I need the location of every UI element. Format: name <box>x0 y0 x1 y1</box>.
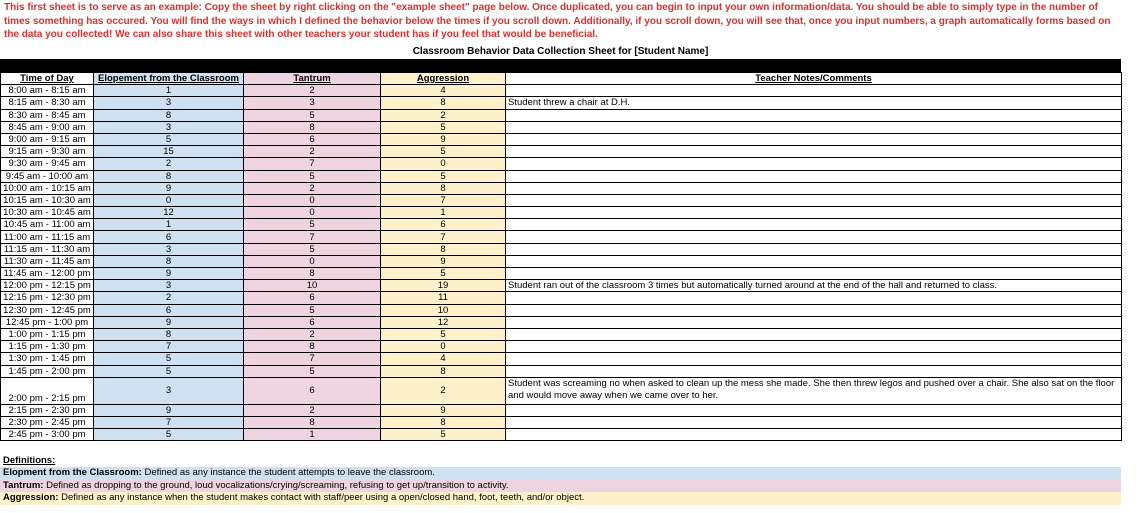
notes-cell[interactable] <box>506 133 1122 145</box>
time-cell[interactable]: 11:30 am - 11:45 am <box>1 255 94 267</box>
table-row <box>1 416 1122 428</box>
notes-cell[interactable] <box>506 416 1122 428</box>
time-cell[interactable]: 1:15 pm - 1:30 pm <box>1 341 94 353</box>
tantrum-cell[interactable]: 5 <box>244 304 381 316</box>
elopement-cell[interactable]: 3 <box>94 243 244 255</box>
notes-cell[interactable] <box>506 268 1122 280</box>
notes-cell[interactable] <box>506 121 1122 133</box>
table-row <box>1 280 1122 292</box>
definitions-section <box>0 455 1121 505</box>
tantrum-cell[interactable]: 6 <box>244 133 381 145</box>
table-body <box>1 85 1122 441</box>
time-cell[interactable]: 9:00 am - 9:15 am <box>1 133 94 145</box>
tantrum-cell[interactable]: 2 <box>244 404 381 416</box>
intro-instructions: This first sheet is to serve as an example: Copy the sheet by right clicking on the "example sheet" page below. Once duplicated, you can begin to input your own information/data. You should be able to simply type in the number of times something has occured. You will find the ways in which I defined the behavior below the times if you scroll down. Additionally, if you scroll down, you will see that, once you input numbers, a graph automatically forms based on the data you collected! We can also share this sheet with other teachers your student has if you feel that would be beneficial. <box>4 2 1111 40</box>
notes-cell[interactable] <box>506 341 1122 353</box>
table-row <box>1 146 1122 158</box>
sheet-title[interactable]: Classroom Behavior Data Collection Sheet for [Student Name] <box>412 46 709 57</box>
aggression-cell[interactable]: 9 <box>381 255 506 267</box>
aggression-cell[interactable]: 8 <box>381 182 506 194</box>
elopement-cell[interactable]: 8 <box>94 109 244 121</box>
notes-cell[interactable] <box>506 353 1122 365</box>
aggression-cell[interactable]: 8 <box>381 416 506 428</box>
elopement-cell[interactable]: 6 <box>94 304 244 316</box>
table-row <box>1 365 1122 377</box>
time-cell[interactable]: 12:00 pm - 12:15 pm <box>1 280 94 292</box>
aggression-cell[interactable]: 0 <box>381 341 506 353</box>
tantrum-cell[interactable]: 8 <box>244 121 381 133</box>
notes-cell[interactable] <box>506 404 1122 416</box>
table-row <box>1 341 1122 353</box>
header-divider-bar <box>0 59 1121 72</box>
table-row <box>1 304 1122 316</box>
notes-cell[interactable] <box>506 292 1122 304</box>
behavior-data-table <box>0 72 1122 441</box>
definition-aggression-text: Defined as any instance when the student makes contact with staff/peer using a open/closed hand, foot, teeth, and/or object. <box>58 492 585 503</box>
table-row <box>1 268 1122 280</box>
table-row <box>1 404 1122 416</box>
table-row <box>1 377 1122 404</box>
time-cell[interactable]: 10:15 am - 10:30 am <box>1 194 94 206</box>
definition-elopement-term: Elopment from the Classroom: <box>3 467 142 478</box>
table-row <box>1 207 1122 219</box>
tantrum-cell[interactable]: 7 <box>244 231 381 243</box>
notes-cell[interactable] <box>506 158 1122 170</box>
table-row <box>1 353 1122 365</box>
aggression-cell[interactable]: 10 <box>381 304 506 316</box>
notes-cell[interactable] <box>506 109 1122 121</box>
table-header-row <box>1 73 1122 85</box>
time-cell[interactable]: 9:45 am - 10:00 am <box>1 170 94 182</box>
notes-cell[interactable] <box>506 243 1122 255</box>
aggression-cell[interactable]: 4 <box>381 85 506 97</box>
notes-cell[interactable] <box>506 170 1122 182</box>
aggression-cell[interactable]: 2 <box>381 109 506 121</box>
notes-cell[interactable] <box>506 85 1122 97</box>
time-cell[interactable]: 8:00 am - 8:15 am <box>1 85 94 97</box>
elopement-cell[interactable]: 6 <box>94 231 244 243</box>
tantrum-cell[interactable]: 6 <box>244 377 381 404</box>
table-row <box>1 170 1122 182</box>
aggression-cell[interactable]: 11 <box>381 292 506 304</box>
time-cell[interactable]: 8:45 am - 9:00 am <box>1 121 94 133</box>
aggression-cell[interactable]: 9 <box>381 404 506 416</box>
definition-tantrum[interactable] <box>0 480 1121 493</box>
notes-cell[interactable] <box>506 194 1122 206</box>
column-header-time[interactable]: Time of Day <box>1 73 94 85</box>
elopement-cell[interactable]: 12 <box>94 207 244 219</box>
elopement-cell[interactable]: 0 <box>94 194 244 206</box>
time-cell[interactable]: 12:15 pm - 12:30 pm <box>1 292 94 304</box>
aggression-cell[interactable]: 8 <box>381 365 506 377</box>
elopement-cell[interactable]: 5 <box>94 133 244 145</box>
notes-cell[interactable] <box>506 328 1122 340</box>
elopement-cell[interactable]: 9 <box>94 182 244 194</box>
elopement-cell[interactable]: 5 <box>94 353 244 365</box>
definition-aggression-term: Aggression: <box>3 492 59 503</box>
table-row <box>1 316 1122 328</box>
elopement-cell[interactable]: 1 <box>94 85 244 97</box>
column-header-aggression[interactable]: Aggression <box>381 73 506 85</box>
elopement-cell[interactable]: 5 <box>94 429 244 441</box>
elopement-cell[interactable]: 9 <box>94 404 244 416</box>
table-row <box>1 85 1122 97</box>
column-header-tantrum[interactable]: Tantrum <box>244 73 381 85</box>
tantrum-cell[interactable]: 8 <box>244 268 381 280</box>
notes-cell[interactable] <box>506 219 1122 231</box>
elopement-cell[interactable]: 7 <box>94 416 244 428</box>
time-cell[interactable]: 11:00 am - 11:15 am <box>1 231 94 243</box>
column-header-notes[interactable]: Teacher Notes/Comments <box>506 73 1122 85</box>
time-cell[interactable]: 8:15 am - 8:30 am <box>1 97 94 109</box>
tantrum-cell[interactable]: 7 <box>244 158 381 170</box>
tantrum-cell[interactable]: 0 <box>244 207 381 219</box>
time-cell[interactable]: 2:45 pm - 3:00 pm <box>1 429 94 441</box>
tantrum-cell[interactable]: 7 <box>244 353 381 365</box>
time-cell[interactable]: 2:00 pm - 2:15 pm <box>1 377 94 404</box>
table-row <box>1 292 1122 304</box>
elopement-cell[interactable]: 3 <box>94 280 244 292</box>
table-row <box>1 182 1122 194</box>
aggression-cell[interactable]: 6 <box>381 219 506 231</box>
notes-cell[interactable] <box>506 146 1122 158</box>
elopement-cell[interactable]: 7 <box>94 341 244 353</box>
tantrum-cell[interactable]: 8 <box>244 341 381 353</box>
definition-tantrum-term: Tantrum: <box>3 479 44 491</box>
aggression-cell[interactable]: 5 <box>381 121 506 133</box>
elopement-cell[interactable]: 2 <box>94 292 244 304</box>
tantrum-cell[interactable]: 5 <box>244 170 381 182</box>
notes-cell[interactable]: Student threw a chair at D.H. <box>506 97 1122 109</box>
definition-aggression[interactable] <box>0 492 1121 505</box>
notes-cell[interactable] <box>506 316 1122 328</box>
tantrum-cell[interactable]: 0 <box>244 194 381 206</box>
notes-cell[interactable] <box>506 429 1122 441</box>
time-cell[interactable]: 10:00 am - 10:15 am <box>1 182 94 194</box>
time-cell[interactable]: 1:45 pm - 2:00 pm <box>1 365 94 377</box>
notes-cell[interactable] <box>506 207 1122 219</box>
aggression-cell[interactable]: 2 <box>381 377 506 404</box>
aggression-cell[interactable]: 7 <box>381 231 506 243</box>
table-row <box>1 231 1122 243</box>
tantrum-cell[interactable]: 5 <box>244 243 381 255</box>
time-cell[interactable]: 10:45 am - 11:00 am <box>1 219 94 231</box>
tantrum-cell[interactable]: 2 <box>244 182 381 194</box>
elopement-cell[interactable]: 5 <box>94 365 244 377</box>
elopement-cell[interactable]: 1 <box>94 219 244 231</box>
notes-cell[interactable] <box>506 182 1122 194</box>
elopement-cell[interactable]: 15 <box>94 146 244 158</box>
tantrum-cell[interactable]: 5 <box>244 219 381 231</box>
elopement-cell[interactable]: 8 <box>94 328 244 340</box>
table-row <box>1 109 1122 121</box>
time-cell[interactable]: 10:30 am - 10:45 am <box>1 207 94 219</box>
time-cell[interactable]: 12:30 pm - 12:45 pm <box>1 304 94 316</box>
notes-cell[interactable] <box>506 255 1122 267</box>
time-cell[interactable]: 11:45 am - 12:00 pm <box>1 268 94 280</box>
notes-cell[interactable] <box>506 365 1122 377</box>
notes-cell[interactable]: Student was screaming no when asked to clean up the mess she made. She then threw legos and pushed over a chair. She also sat on the floor and would move away when we came over to her. <box>506 377 1122 404</box>
tantrum-cell[interactable]: 0 <box>244 255 381 267</box>
table-row <box>1 133 1122 145</box>
table-row <box>1 328 1122 340</box>
aggression-cell[interactable]: 8 <box>381 243 506 255</box>
table-row <box>1 243 1122 255</box>
aggression-cell[interactable]: 0 <box>381 158 506 170</box>
aggression-cell[interactable]: 5 <box>381 170 506 182</box>
time-cell[interactable]: 12:45 pm - 1:00 pm <box>1 316 94 328</box>
tantrum-cell[interactable]: 3 <box>244 97 381 109</box>
tantrum-cell[interactable]: 8 <box>244 416 381 428</box>
definition-tantrum-text: Defined as dropping to the ground, loud vocalizations/crying/screaming, refusing to get up/transition to activity. <box>43 479 509 491</box>
aggression-cell[interactable]: 5 <box>381 268 506 280</box>
notes-cell[interactable]: Student ran out of the classroom 3 times but automatically turned around at the end of the hall and returned to class. <box>506 280 1122 292</box>
time-cell[interactable]: 11:15 am - 11:30 am <box>1 243 94 255</box>
table-row <box>1 219 1122 231</box>
tantrum-cell[interactable]: 6 <box>244 316 381 328</box>
tantrum-cell[interactable]: 10 <box>244 280 381 292</box>
elopement-cell[interactable]: 8 <box>94 170 244 182</box>
notes-cell[interactable] <box>506 231 1122 243</box>
elopement-cell[interactable]: 8 <box>94 255 244 267</box>
aggression-cell[interactable]: 19 <box>381 280 506 292</box>
table-row <box>1 255 1122 267</box>
elopement-cell[interactable]: 9 <box>94 316 244 328</box>
tantrum-cell[interactable]: 5 <box>244 365 381 377</box>
aggression-cell[interactable]: 7 <box>381 194 506 206</box>
aggression-cell[interactable]: 12 <box>381 316 506 328</box>
definitions-heading: Definitions: <box>3 455 56 466</box>
time-cell[interactable]: 2:15 pm - 2:30 pm <box>1 404 94 416</box>
table-row <box>1 121 1122 133</box>
tantrum-cell[interactable]: 6 <box>244 292 381 304</box>
time-cell[interactable]: 9:30 am - 9:45 am <box>1 158 94 170</box>
column-header-elopement[interactable]: Elopement from the Classroom <box>94 73 244 85</box>
table-row <box>1 429 1122 441</box>
tantrum-cell[interactable]: 2 <box>244 328 381 340</box>
time-cell[interactable]: 2:30 pm - 2:45 pm <box>1 416 94 428</box>
table-row <box>1 97 1122 109</box>
elopement-cell[interactable]: 2 <box>94 158 244 170</box>
elopement-cell[interactable]: 9 <box>94 268 244 280</box>
table-row <box>1 194 1122 206</box>
elopement-cell[interactable]: 3 <box>94 121 244 133</box>
tantrum-cell[interactable]: 2 <box>244 146 381 158</box>
elopement-cell[interactable]: 3 <box>94 97 244 109</box>
time-cell[interactable]: 1:00 pm - 1:15 pm <box>1 328 94 340</box>
aggression-cell[interactable]: 8 <box>381 97 506 109</box>
aggression-cell[interactable]: 4 <box>381 353 506 365</box>
aggression-cell[interactable]: 5 <box>381 146 506 158</box>
time-cell[interactable]: 9:15 am - 9:30 am <box>1 146 94 158</box>
definition-elopement[interactable] <box>0 467 1121 480</box>
aggression-cell[interactable]: 9 <box>381 133 506 145</box>
aggression-cell[interactable]: 5 <box>381 429 506 441</box>
aggression-cell[interactable]: 5 <box>381 328 506 340</box>
notes-cell[interactable] <box>506 304 1122 316</box>
elopement-cell[interactable]: 3 <box>94 377 244 404</box>
definition-elopement-text: Defined as any instance the student attempts to leave the classroom. <box>141 467 435 478</box>
tantrum-cell[interactable]: 2 <box>244 85 381 97</box>
table-row <box>1 158 1122 170</box>
tantrum-cell[interactable]: 1 <box>244 429 381 441</box>
time-cell[interactable]: 8:30 am - 8:45 am <box>1 109 94 121</box>
aggression-cell[interactable]: 1 <box>381 207 506 219</box>
time-cell[interactable]: 1:30 pm - 1:45 pm <box>1 353 94 365</box>
tantrum-cell[interactable]: 5 <box>244 109 381 121</box>
